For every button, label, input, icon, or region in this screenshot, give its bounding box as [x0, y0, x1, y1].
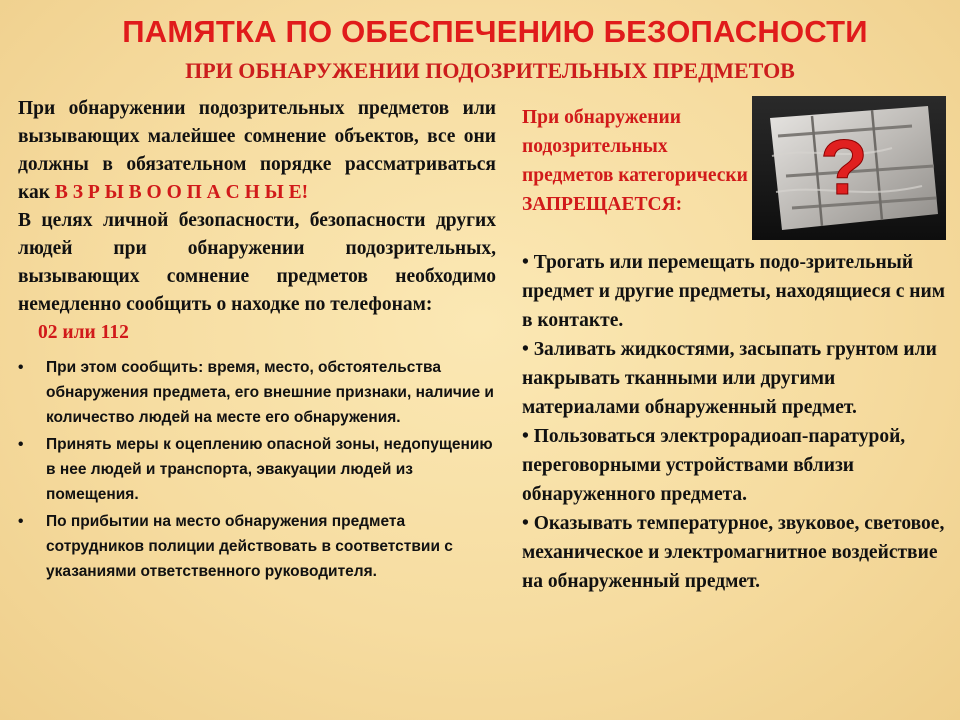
intro-text: При обнаружении подозрительных предметов или вызывающих малейшее сомнение объектов, все они должны в обязательном порядке рассматриваться как: [18, 98, 496, 203]
question-mark-glyph: ?: [820, 123, 868, 211]
page-subtitle: ПРИ ОБНАРУЖЕНИИ ПОДОЗРИТЕЛЬНЫХ ПРЕДМЕТОВ: [185, 58, 795, 83]
list-item-text: При этом сообщить: время, место, обстоятельства обнаружения предмета, его внешние признаки, наличие и количество людей на месте его обнаружения.: [46, 359, 494, 426]
left-column: [18, 95, 496, 586]
phone-numbers: 02 или 112: [38, 322, 129, 343]
instruction-paragraph: В целях личной безопасности, безопасности других людей при обнаружении подозрительных, вызывающих сомнение предметов необходимо немедленно сообщить о находке по телефонам:: [18, 210, 496, 315]
bullet-icon: •: [18, 359, 24, 376]
list-item: • Заливать жидкостями, засыпать грунтом или накрывать тканными или другими материалами обнаруженный предмет.: [522, 339, 937, 418]
list-item-text: Принять меры к оцеплению опасной зоны, недопущению в нее людей и транспорта, эвакуации людей из помещения.: [46, 436, 493, 503]
list-item: [18, 355, 496, 430]
list-item: [18, 509, 496, 584]
action-list: [18, 355, 496, 584]
page-title: ПАМЯТКА ПО ОБЕСПЕЧЕНИЮ БЕЗОПАСНОСТИ: [122, 14, 868, 49]
list-item: [18, 432, 496, 507]
bullet-icon: •: [18, 436, 24, 453]
intro-paragraph: [18, 95, 496, 207]
suspicious-package-question-icon: [752, 96, 946, 240]
list-item-text: По прибытии на место обнаружения предмета сотрудников полиции действовать в соответствии с указаниями ответственного руководителя.: [46, 513, 453, 580]
list-item: • Трогать или перемещать подо-зрительный предмет и другие предметы, находящиеся с ним в контакте.: [522, 252, 946, 331]
explosive-warning: В З Р Ы В О О П А С Н Ы Е!: [54, 182, 309, 203]
prohibited-heading: При обнаружении подозрительных предметов категорически ЗАПРЕЩАЕТСЯ:: [522, 107, 748, 215]
list-item: • Оказывать температурное, звуковое, световое, механическое и электромагнитное воздействие на обнаруженный предмет.: [522, 513, 945, 592]
list-item: • Пользоваться электрорадиоап-паратурой, переговорными устройствами вблизи обнаруженного предмета.: [522, 426, 906, 505]
bullet-icon: •: [18, 513, 24, 530]
prohibited-list: [522, 248, 952, 596]
